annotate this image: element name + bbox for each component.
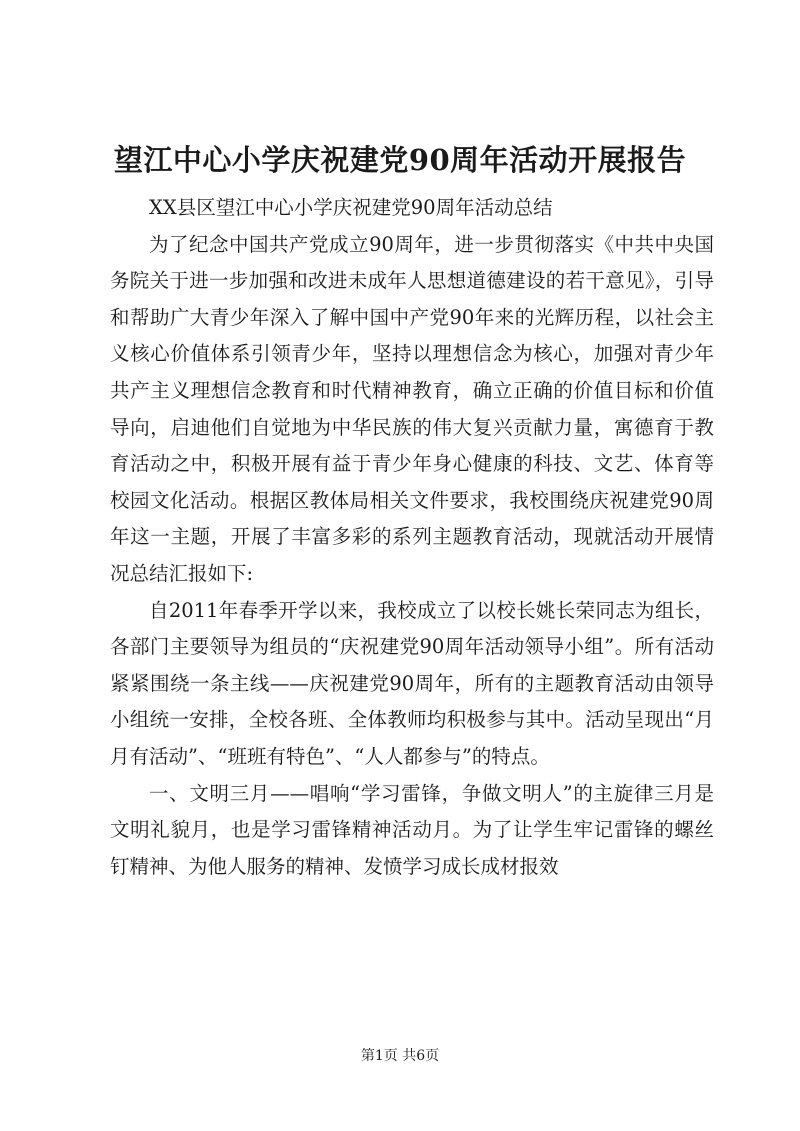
page-indicator: 第1页 共6页 [360, 1048, 440, 1064]
body-paragraph-1: 为了纪念中国共产党成立90周年，进一步贯彻落实《中共中央国务院关于进一步加强和改进未成年人思想道德建设的若干意见》，引导和帮助广大青少年深入了解中国中产党90年来的光辉历程，以社会主义核心价值体系引领青少年，坚持以理想信念为核心，加强对青少年共产主义理想信念教育和时代精神教育，确立正确的价值目标和价值导向，启迪他们自觉地为中华民族的伟大复兴贡献力量，寓德育于教育活动之中，积极开展有益于青少年身心健康的科技、文艺、体育等校园文化活动。根据区教体局相关文件要求，我校围绕庆祝建党90周年这一主题，开展了丰富多彩的系列主题教育活动，现就活动开展情况总结汇报如下: [110, 232, 714, 585]
body-paragraph-2: 自2011年春季开学以来，我校成立了以校长姚长荣同志为组长，各部门主要领导为组员的“庆祝建党90周年活动领导小组”。所有活动紧紧围绕一条主线——庆祝建党90周年，所有的主题教育活动由领导小组统一安排，全校各班、全体教师均积极参与其中。活动呈现出“月月有活动”、“班班有特色”、“人人都参与”的特点。 [110, 598, 714, 768]
body-paragraph-3: 一、文明三月——唱响“学习雷锋，争做文明人”的主旋律三月是文明礼貌月，也是学习雷锋精神活动月。为了让学生牢记雷锋的螺丝钉精神、为他人服务的精神、发愤学习成长成材报效 [110, 781, 714, 878]
document-body [110, 190, 714, 885]
document-title: 望江中心小学庆祝建党90周年活动开展报告 [113, 143, 687, 177]
document-subtitle: XX县区望江中心小学庆祝建党90周年活动总结 [149, 196, 553, 219]
